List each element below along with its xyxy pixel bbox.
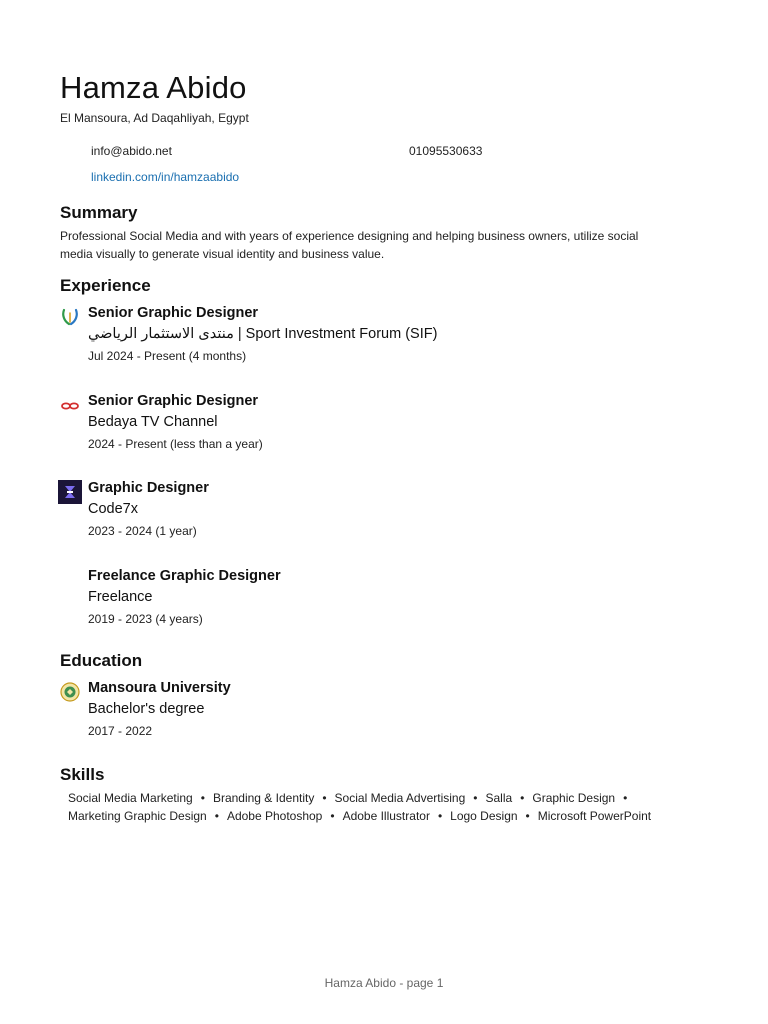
skill-item: Graphic Design (532, 791, 616, 805)
email: info@abido.net (91, 144, 172, 158)
skill-separator: • (525, 809, 530, 823)
skills-heading: Skills (60, 765, 105, 784)
skill-item: Social Media Advertising (334, 791, 466, 805)
skill-separator: • (322, 791, 327, 805)
experience-heading: Experience (60, 276, 151, 295)
skill-item: Social Media Marketing (68, 791, 193, 805)
bedaya-logo-icon (60, 395, 80, 415)
company-name: Freelance (88, 589, 153, 605)
skill-separator: • (623, 791, 628, 805)
company-name: منتدى الاستثمار الرياضي | Sport Investment Forum (SIF) (88, 326, 438, 342)
skill-separator: • (330, 809, 335, 823)
skill-separator: • (214, 809, 219, 823)
degree: Bachelor's degree (88, 701, 205, 717)
candidate-name: Hamza Abido (60, 70, 247, 105)
skills-row (68, 807, 718, 825)
job-title: Graphic Designer (88, 480, 209, 496)
skill-item: Marketing Graphic Design (68, 809, 207, 823)
summary-line: media visually to generate visual identity and business value. (60, 247, 385, 261)
job-dates: 2019 - 2023 (4 years) (88, 612, 203, 626)
skill-separator: • (520, 791, 525, 805)
job-title: Freelance Graphic Designer (88, 568, 281, 584)
summary-text (60, 227, 700, 263)
location: El Mansoura, Ad Daqahliyah, Egypt (60, 111, 249, 125)
skill-item: Salla (485, 791, 513, 805)
skill-separator: • (473, 791, 478, 805)
page-footer: Hamza Abido - page 1 (324, 976, 444, 990)
skill-item: Adobe Photoshop (226, 809, 323, 823)
skills-list (68, 789, 718, 825)
university-seal-icon (60, 682, 80, 702)
skills-row (68, 789, 718, 807)
sif-logo-icon (60, 307, 80, 327)
linkedin-link[interactable]: linkedin.com/in/hamzaabido (91, 170, 240, 184)
job-title: Senior Graphic Designer (88, 393, 259, 409)
job-dates: 2023 - 2024 (1 year) (88, 524, 197, 538)
skill-item: Microsoft PowerPoint (537, 809, 652, 823)
education-dates: 2017 - 2022 (88, 724, 153, 738)
company-name: Code7x (88, 501, 138, 517)
summary-line: Professional Social Media and with years of experience designing and helping business owners, utilize social (60, 229, 639, 243)
skill-item: Adobe Illustrator (342, 809, 430, 823)
phone-number: 01095530633 (409, 144, 483, 158)
company-name: Bedaya TV Channel (88, 414, 218, 430)
job-title: Senior Graphic Designer (88, 305, 259, 321)
code7x-logo-icon (58, 480, 82, 504)
skill-separator: • (200, 791, 205, 805)
job-dates: 2024 - Present (less than a year) (88, 437, 263, 451)
school-name: Mansoura University (88, 680, 231, 696)
skill-separator: • (437, 809, 443, 823)
education-heading: Education (60, 651, 143, 670)
skill-item: Logo Design (450, 809, 518, 823)
job-dates: Jul 2024 - Present (4 months) (88, 349, 247, 363)
skill-item: Branding & Identity (212, 791, 315, 805)
summary-heading: Summary (60, 203, 138, 222)
